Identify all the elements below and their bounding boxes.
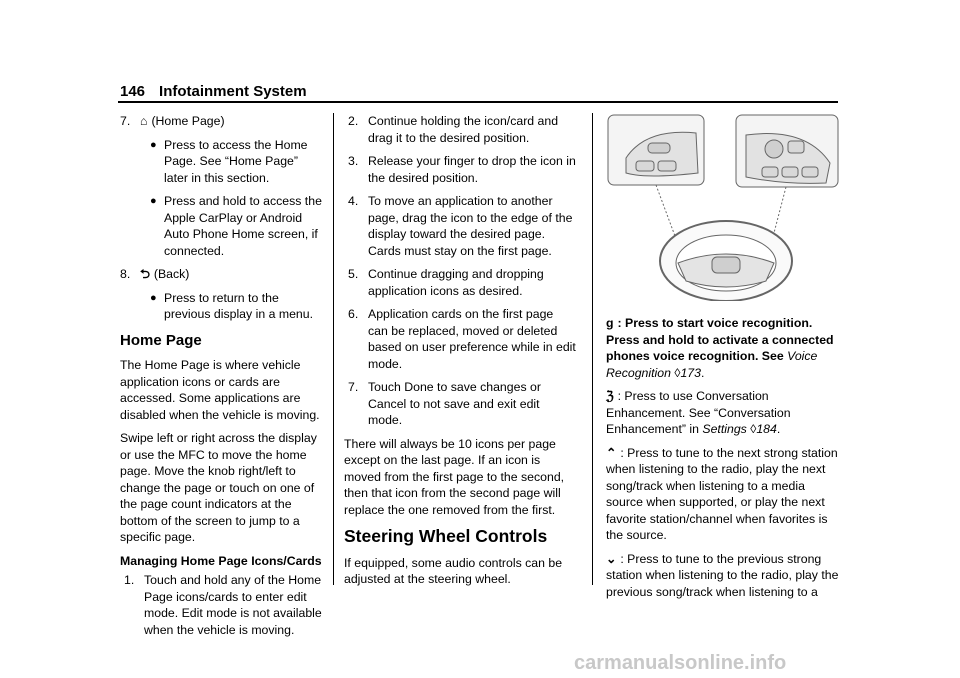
column-2 [344,113,576,595]
page-ref-icon: ◊ [674,365,681,380]
column-3 [606,113,842,607]
paragraph: ℨ : Press to use Conversation Enhancement. See “Conversation Enhancement” in Settings ◊184. [606,389,791,436]
column-divider [592,113,593,585]
subheading: Managing Home Page Icons/Cards [120,553,322,568]
watermark: carmanualsonline.info [574,652,787,674]
header-rule [118,101,838,103]
page-header [120,83,307,100]
previous-icon: ⌄ [606,551,617,566]
column-divider [333,113,334,585]
voice-recognition-icon: ɡ [606,316,614,330]
bullet-icon: ● [150,138,157,151]
step-item: 1. Touch and hold any of the Home Page icons/cards to enter edit mode. Edit mode is not available when the vehicle is moving. [124,573,322,637]
paragraph: If equipped, some audio controls can be adjusted at the steering wheel. [344,555,563,586]
section-heading: Home Page [120,331,202,349]
page-ref-icon: ◊ [750,422,757,436]
section-heading: Steering Wheel Controls [344,526,548,546]
step-item: 7. Touch Done to save changes or Cancel to not save and exit edit mode. [348,380,541,427]
list-item-7: 7. ⌂ (Home Page) [120,114,225,128]
bullet-item: ● Press to return to the previous display in a menu. [150,290,314,321]
bullet-icon: ● [150,195,157,207]
step-item: 4. To move an application to another page, drag the icon to the edge of the display toward the desired page. Cards must stay on the first page. [348,194,573,258]
paragraph: The Home Page is where vehicle application icons or cards are accessed. Some applications are disabled when the vehicle is moving. [120,358,320,422]
paragraph: ⌃ : Press to tune to the next strong station when listening to the radio, play the next song/track when listening to a media source when supported, or play the next favorite station/channel when favorites is the source. [606,445,838,542]
next-icon: ⌃ [606,445,617,460]
column-1 [120,113,322,645]
step-item: 5. Continue dragging and dropping application icons as desired. [348,267,544,298]
paragraph: ⌄ : Press to tune to the previous strong station when listening to the radio, play the previous song/track when listening to a [606,551,839,599]
step-item: 3. Release your finger to drop the icon in the desired position. [348,154,576,185]
bullet-icon: ● [150,291,157,304]
paragraph: There will always be 10 icons per page except on the last page. If an icon is moved from the first page to the second, then that icon from the second page will replace the one removed from the first. [344,436,565,517]
paragraph: ɡ : Press to start voice recognition. Press and hold to activate a connected phones voice recognition. See Voice Recognition ◊173. [606,316,834,380]
steering-wheel-illustration [606,113,840,301]
conversation-enhancement-icon: ℨ [606,389,614,403]
bullet-item: ● Press and hold to access the Apple CarPlay or Android Auto Phone Home screen, if connected. [150,194,322,258]
step-item: 6. Application cards on the first page can be replaced, moved or deleted based on user preference while in edit mode. [348,307,576,371]
back-arrow-icon: ⮌ [140,267,150,281]
bullet-item: ● Press to access the Home Page. See “Home Page” later in this section. [150,137,308,185]
step-item: 2. Continue holding the icon/card and drag it to the desired position. [348,114,559,145]
list-item-8: 8. ⮌ (Back) [120,267,190,281]
page-number: 146 [120,83,146,100]
section-title: Infotainment System [159,83,307,100]
paragraph: Swipe left or right across the display or use the MFC to move the home page. Move the knob right/left to change the page or touch on one of the page count indicators at the bottom of the screen to jump to a specific page. [120,431,317,544]
home-icon: ⌂ [140,114,148,128]
